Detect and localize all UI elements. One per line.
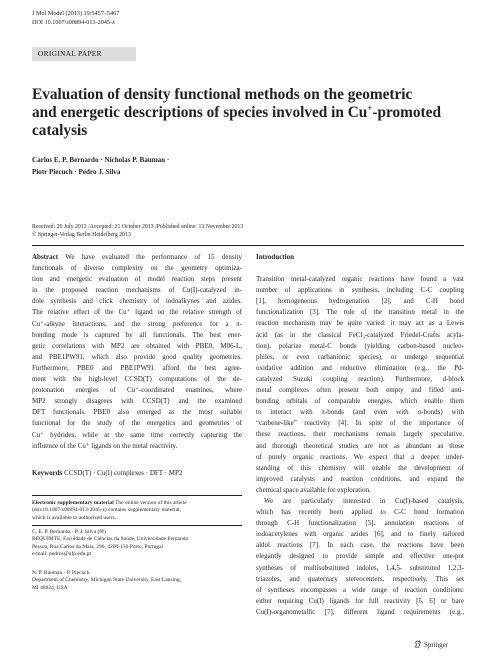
affiliation-1-line: C. E. P. Bernardo · P. J. Silva (✉)	[32, 529, 106, 535]
abstract-line: Cu⁺-alkyne interactions, and the strong preference for a π-	[32, 319, 242, 328]
abstract-line: bonding mode is captured by all functionals. The best ener-	[32, 330, 242, 339]
title-part-3: -promoted	[372, 104, 441, 121]
intro-p1-line: acid (as in the classical FeCl₃-catalyzed Friedel-Crafts acyla-	[256, 330, 464, 339]
esm-text-2: (doi:10.1007/s00894-013-2045-z) contains supplementary material,	[32, 507, 181, 514]
intro-p2-line: through C-H functionalization [5], annulation reactions of	[256, 519, 464, 528]
intro-p1-line: improved catalysts and reaction conditions, and expand the	[256, 474, 464, 483]
intro-p2-line: aldol reactions [7]. In each case, the reactions have been	[256, 541, 464, 550]
abstract-line: tion and energetic evaluation of model reaction steps present	[32, 275, 242, 284]
esm-text-3: which is available to authorized users.	[32, 514, 117, 521]
intro-p1-line: of purely organic reactions. We expect that a deeper under-	[256, 452, 464, 461]
abstract-section	[32, 252, 242, 452]
intro-p1-line: “carbene-like” reactivity [4]. In spite of the importance of	[256, 419, 464, 428]
author-list	[32, 155, 332, 178]
abstract-line: DFT functionals. PBE0 also emerged as the most suitable	[32, 408, 242, 417]
abstract-line: ment with the high-level CCSD(T) computations of the de-	[32, 375, 242, 384]
intro-p2-line: elegantly designed to provide simple and effective one-pot	[256, 552, 464, 561]
publication-dates	[32, 223, 472, 239]
affiliation-2-line: Department of Chemistry, Michigan State University, East Lansing,	[32, 577, 181, 584]
intro-p1-line: tion), polarize metal-C bonds (yielding carbon-based nucleo-	[256, 341, 464, 350]
introduction-paragraph-1	[256, 274, 464, 496]
copyright-line: © Springer-Verlag Berlin Heidelberg 2013	[32, 232, 131, 238]
authors-line-1: Carlos E. P. Bernardo · Nicholas P. Bauman ·	[32, 156, 170, 164]
intro-p1-line: to interact with π-bonds (and even with σ-bonds) with	[256, 408, 464, 417]
esm-label: Electronic supplementary material	[32, 500, 114, 506]
affiliation-rule	[32, 525, 242, 526]
introduction-paragraph-2	[256, 496, 464, 618]
affiliation-1	[32, 529, 242, 559]
abstract-line: The relative effect of the Cu⁺ ligand on the relative strength of	[32, 308, 242, 317]
affiliation-1-line: e-mail: pedros@ufp.edu.pt	[32, 551, 91, 558]
abstract-line: protonation energies of Cu⁺-coordinated enamines, where	[32, 386, 242, 395]
abstract-line: dole synthesis and click chemistry of iodoalkynes and azides.	[32, 297, 242, 306]
intro-p2-line: triazoles, and quaternary stereocenters, respectively. This set	[256, 574, 464, 583]
journal-citation: J Mol Model (2013) 19:5457–5467	[32, 10, 120, 17]
abstract-line: MP2 strongly disagrees with CCSD(T) and the examined	[32, 397, 242, 406]
intro-p2-line: syntheses of multisubstituted indoles, 1,4,5- substituted 1,2,3-	[256, 563, 464, 572]
paper-title	[32, 86, 462, 140]
intro-p1-line: Transition metal-catalyzed organic reactions have found a vast	[256, 275, 464, 284]
abstract-line: and PBE1PW91, which also provide good quality geometries.	[32, 352, 242, 361]
intro-p1-line: these reactions, their mechanisms remain largely speculative,	[256, 430, 464, 439]
affiliation-2	[32, 570, 242, 592]
intro-p1-line: chemical space available for exploration.	[256, 485, 371, 494]
abstract-line: functionals of diverse complexity on the geometry optimiza-	[32, 264, 242, 273]
intro-p2-line: of syntheses encompasses a wide range of reaction conditions:	[256, 585, 464, 594]
intro-p1-line: [1], homogeneous hydrogenation [2], and C-H bond	[256, 297, 464, 306]
springer-horse-icon	[414, 640, 422, 648]
intro-p1-line: bonding orbitals of comparable energies, which enable them	[256, 397, 464, 406]
affiliation-1-line: REQUIMTE, Faculdade de Ciências da Saúde, Universidade Fernando	[32, 536, 189, 543]
intro-p1-line: catalyzed Suzuki coupling reaction). Furthermore, d-block	[256, 374, 464, 383]
authors-line-2: Piotr Piecuch · Pedro J. Silva	[32, 167, 121, 176]
abstract-label: Abstract	[32, 253, 66, 261]
affiliation-2-line: N. P. Bauman · P. Piecuch	[32, 570, 90, 576]
intro-p1-line: functionalization [3]. The role of the transition metal in the	[256, 308, 464, 317]
intro-p1-line: metal complexes often present both empty and filled anti-	[256, 386, 464, 395]
dates-line-1: Received: 26 July 2013 /Accepted: 21 October 2013 /Published online: 13 November 2013	[32, 224, 244, 230]
affiliation-1-line: Pessoa, Rua Carlos da Maia, 296, 4200-150 Porto, Portugal	[32, 543, 164, 550]
article-type-badge: ORIGINAL PAPER	[32, 47, 136, 61]
keywords-text: CCSD(T) · Cu(I) complexes · DFT · MP2	[64, 469, 183, 477]
keywords-label: Keywords	[32, 469, 63, 477]
abstract-line: Furthermore, PBE0 and PBE1PW91 afford the best agree-	[32, 363, 242, 372]
affiliation-2-line: MI 48824, USA	[32, 584, 68, 591]
title-part-4: catalysis	[32, 122, 88, 139]
abstract-line: getic correlations with MP2 are obtained with PBE0, M06-L,	[32, 341, 242, 350]
intro-p1-line: reaction mechanism may be quite varied: it may act as a Lewis	[256, 319, 464, 328]
title-superscript: +	[367, 102, 373, 113]
intro-p1-line: oxidative addition and reductive elimination (e.g., the Pd-	[256, 363, 464, 372]
esm-text-1: The online version of this article	[115, 500, 187, 506]
intro-p2-line: iodoacetylenes with organic azides [6], and to finely tailored	[256, 530, 464, 539]
intro-p2-line: We are particularly interested in Cu(I)-based catalysis,	[264, 496, 464, 505]
intro-p2-line: which has recently been applied to C-C bond formation	[256, 508, 464, 517]
intro-p2-line: either requiring Cu(I) ligands for full reactivity [5, 6] or bare	[256, 596, 464, 605]
abstract-text	[32, 252, 242, 452]
publisher-name: Springer	[424, 641, 449, 649]
esm-footnote	[32, 500, 242, 522]
running-header	[32, 9, 119, 27]
introduction-section	[256, 252, 464, 618]
doi-line: DOI 10.1007/s00894-013-2045-z	[32, 19, 115, 26]
header-rule	[32, 245, 464, 246]
abstract-line: functional for the study of the energetics and geometries of	[32, 419, 242, 428]
abstract-line: in the proposed reaction mechanisms of Cu(I)-catalyzed in-	[32, 286, 242, 295]
keywords-section	[32, 468, 242, 478]
intro-p2-line: Cu(I)-organometallic [7], different ligand requirements (e.g.,	[256, 607, 464, 616]
intro-p1-line: philes, or even carbanionic species), or undergo sequential	[256, 352, 464, 361]
publisher-logo	[414, 640, 448, 650]
introduction-heading: Introduction	[256, 253, 294, 261]
intro-p1-line: and thorough theoretical studies are not as abundant as those	[256, 441, 464, 450]
abstract-line: influence of the Cu⁺ ligands on the metal reactivity.	[32, 441, 178, 450]
abstract-line: Abstract We have evaluated the performance of 15 density	[32, 253, 242, 261]
title-part-1: Evaluation of density functional methods on the geometric	[32, 86, 413, 103]
intro-p1-line: standing of this chemistry will enable the development of	[256, 463, 464, 472]
abstract-line: Cu⁺ hydrides, while at the same time correctly capturing the	[32, 430, 242, 439]
title-part-2: and energetic descriptions of species involved in Cu	[32, 104, 368, 121]
intro-p1-line: number of applications in synthesis, including C-C coupling	[256, 286, 464, 295]
footnote-rule	[32, 495, 242, 496]
